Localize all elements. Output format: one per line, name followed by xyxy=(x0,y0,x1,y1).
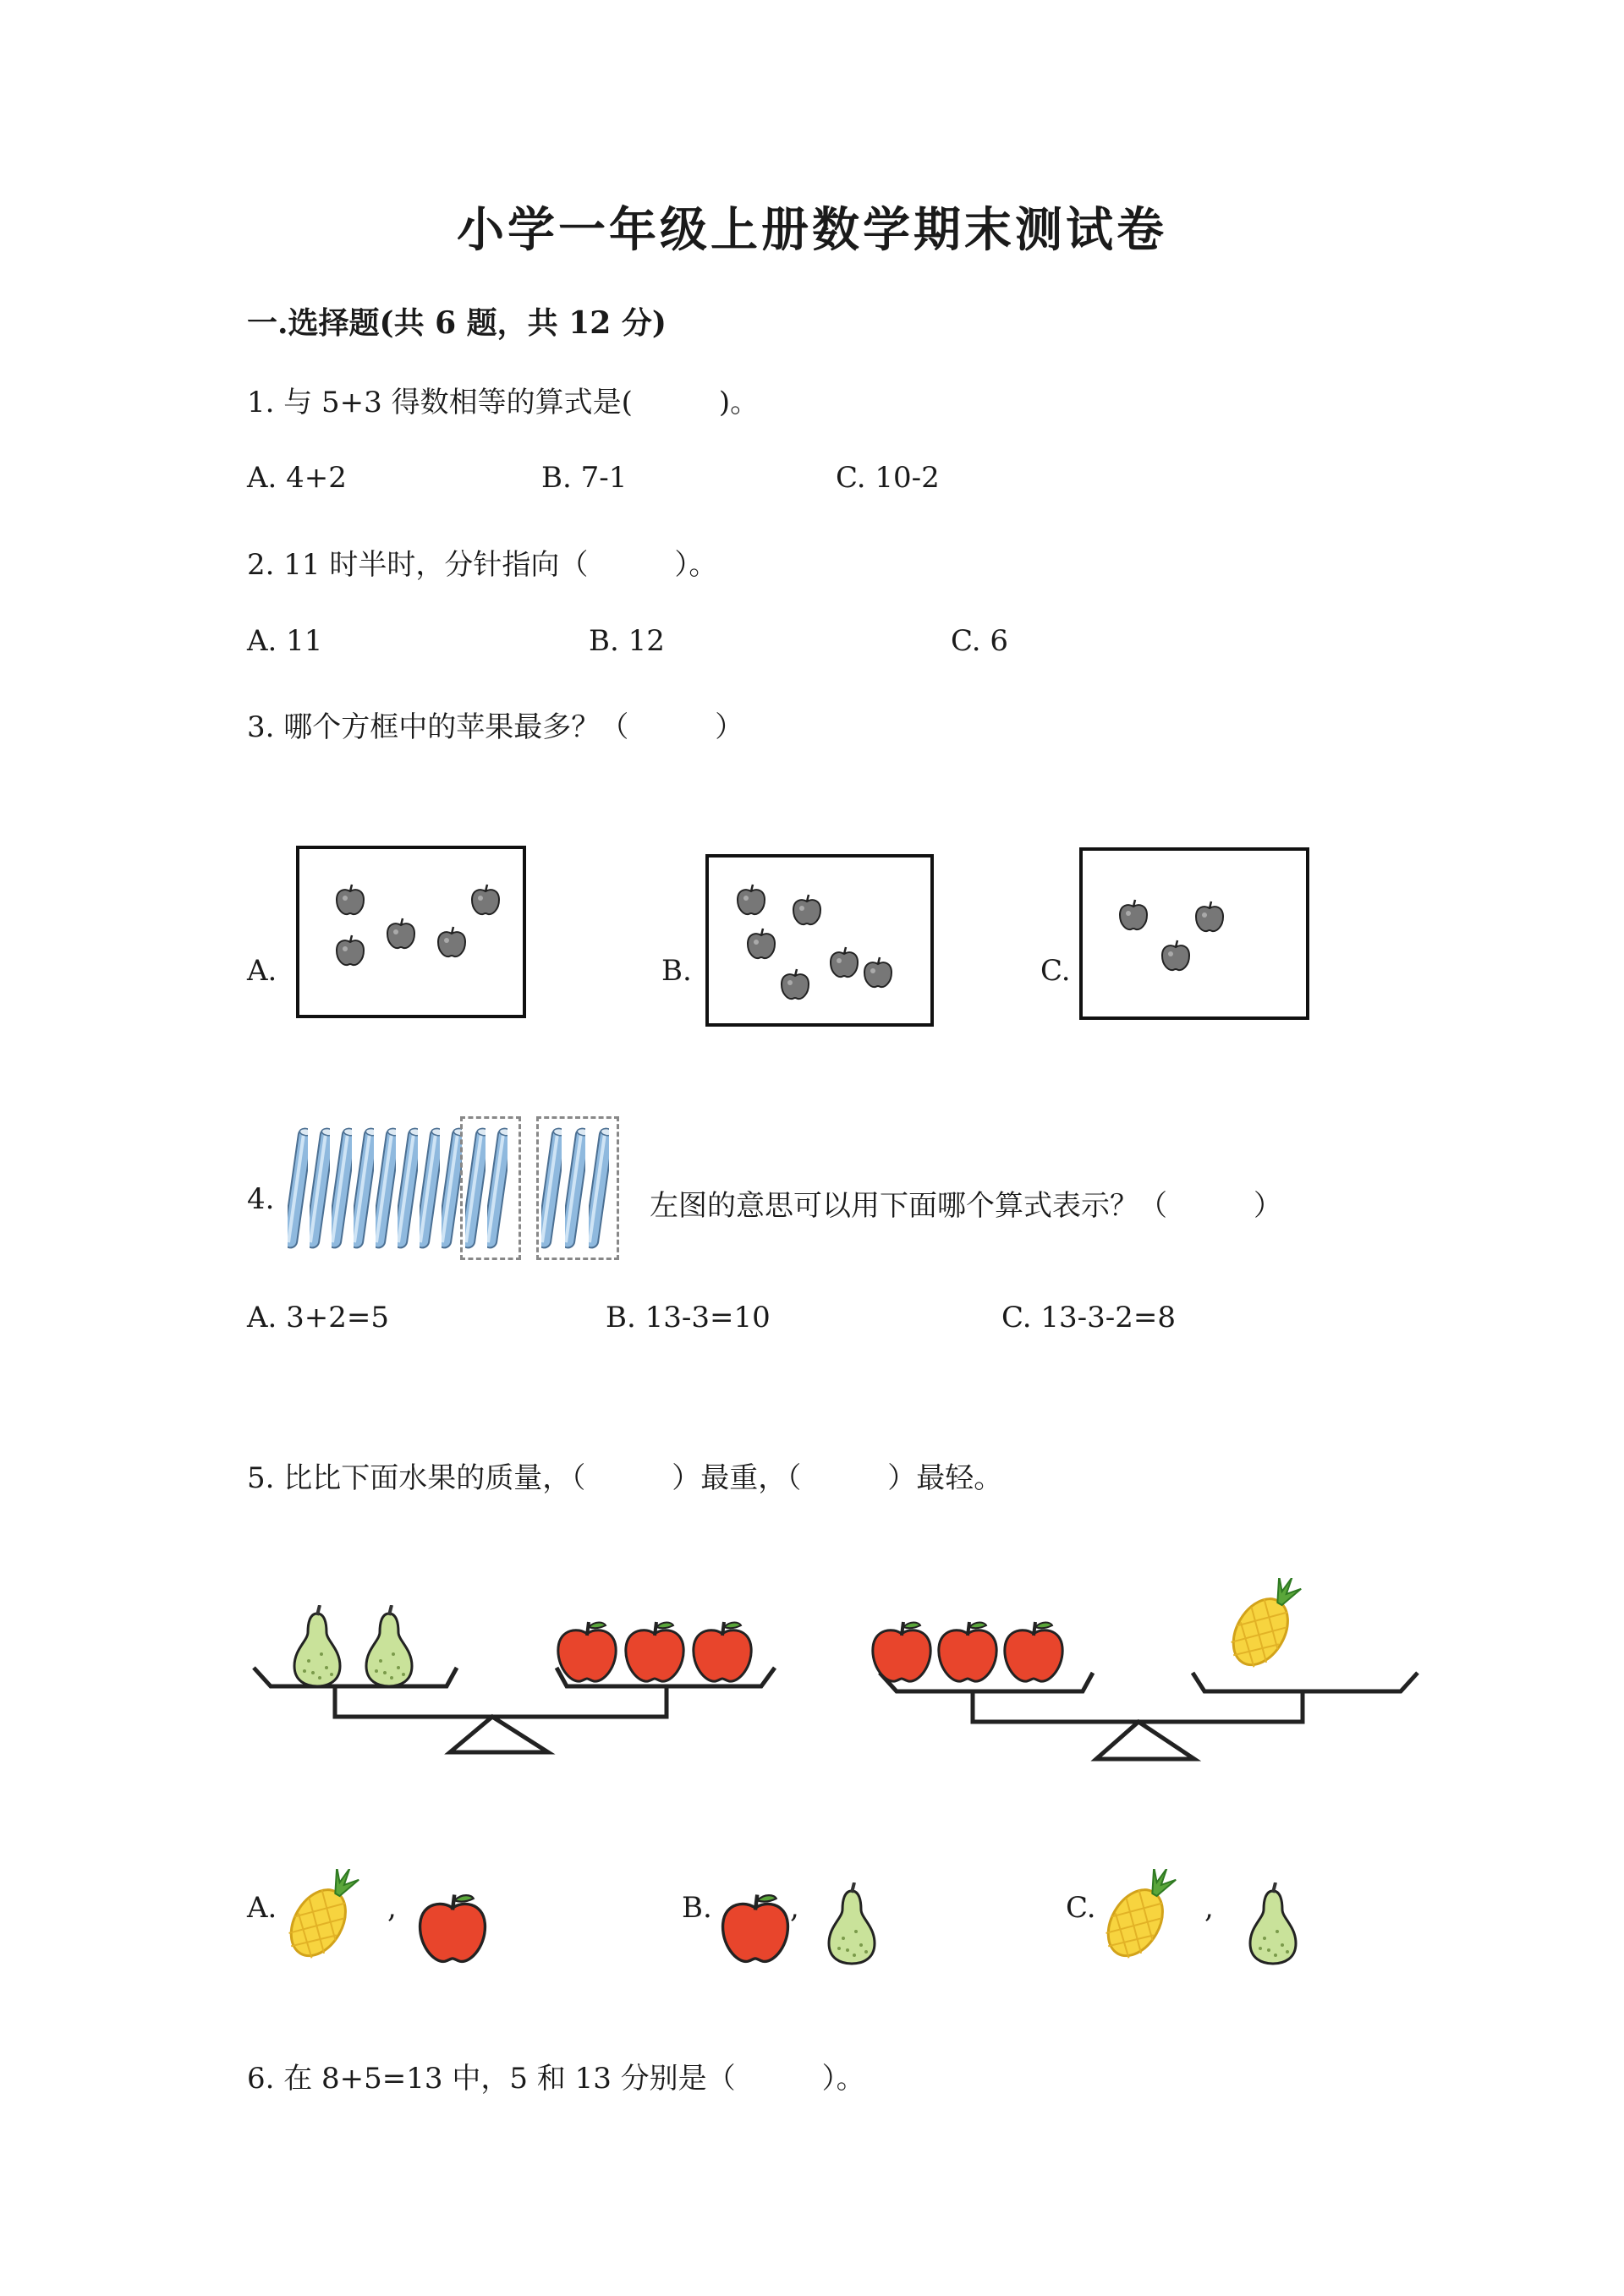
apple-icon xyxy=(1193,900,1226,934)
counting-stick-icon xyxy=(332,1125,352,1252)
pineapple-icon xyxy=(1096,1869,1198,1970)
pineapple-icon xyxy=(279,1869,381,1970)
counting-stick-icon xyxy=(487,1125,508,1252)
apple-icon xyxy=(333,934,367,967)
apple-icon xyxy=(790,893,824,927)
pineapple-icon xyxy=(1221,1578,1323,1680)
q4-option-c[interactable]: C. 13-3-2=8 xyxy=(1001,1301,1177,1334)
question-4-number: 4. xyxy=(247,1182,275,1216)
apple-icon xyxy=(333,883,367,917)
counting-stick-icon xyxy=(465,1125,486,1252)
counting-stick-icon xyxy=(442,1125,462,1252)
pear-icon xyxy=(359,1605,419,1690)
q2-option-b[interactable]: B. 12 xyxy=(589,624,665,658)
apple-icon xyxy=(414,1891,491,1967)
apple-box-b[interactable] xyxy=(705,854,934,1027)
pear-icon xyxy=(288,1605,347,1690)
counting-stick-icon xyxy=(310,1125,330,1252)
apple-icon xyxy=(934,1619,1001,1686)
counting-stick-icon xyxy=(288,1125,308,1252)
q5-option-c-separator: , xyxy=(1204,1891,1214,1925)
apple-icon xyxy=(868,1619,935,1686)
apple-icon xyxy=(553,1619,621,1686)
apple-icon xyxy=(384,917,418,951)
pear-icon xyxy=(1243,1882,1303,1967)
apple-box-a[interactable] xyxy=(296,846,526,1018)
apple-icon xyxy=(778,967,812,1001)
q1-option-b[interactable]: B. 7-1 xyxy=(541,461,628,495)
counting-stick-icon xyxy=(589,1125,609,1252)
question-3: 3. 哪个方框中的苹果最多？（ ） xyxy=(247,710,744,744)
q1-option-a[interactable]: A. 4+2 xyxy=(247,461,347,495)
q3-option-b[interactable]: B. xyxy=(661,954,692,988)
page-title: 小学一年级上册数学期末测试卷 xyxy=(457,202,1167,258)
counting-sticks-figure xyxy=(279,1116,643,1260)
question-4: 左图的意思可以用下面哪个算式表示？（ ） xyxy=(650,1189,1282,1223)
apple-icon xyxy=(744,927,778,961)
q5-option-c[interactable]: C. xyxy=(1066,1891,1096,1925)
apple-box-c[interactable] xyxy=(1079,847,1309,1020)
apple-icon xyxy=(734,883,768,917)
q5-option-a[interactable]: A. xyxy=(247,1891,277,1925)
counting-stick-icon xyxy=(354,1125,374,1252)
apple-icon xyxy=(717,1891,793,1967)
q3-option-c[interactable]: C. xyxy=(1040,954,1071,988)
q5-option-b[interactable]: B. xyxy=(682,1891,712,1925)
q3-option-a[interactable]: A. xyxy=(247,954,277,988)
counting-stick-icon xyxy=(541,1125,562,1252)
apple-icon xyxy=(435,925,469,959)
apple-icon xyxy=(1000,1619,1067,1686)
question-1: 1. 与 5+3 得数相等的算式是( )。 xyxy=(247,386,760,419)
pear-icon xyxy=(822,1882,881,1967)
question-2: 2. 11 时半时，分针指向（ ）。 xyxy=(247,548,718,582)
question-6: 6. 在 8+5=13 中，5 和 13 分别是（ ）。 xyxy=(247,2062,865,2096)
q1-option-c[interactable]: C. 10-2 xyxy=(836,461,940,495)
q5-option-b-separator: , xyxy=(790,1891,799,1925)
apple-icon xyxy=(1116,898,1150,932)
apple-icon xyxy=(621,1619,689,1686)
question-5: 5. 比比下面水果的质量，（ ）最重，（ ）最轻。 xyxy=(247,1461,1003,1495)
section-heading: 一.选择题(共 6 题，共 12 分) xyxy=(247,305,667,341)
counting-stick-icon xyxy=(420,1125,440,1252)
q4-option-a[interactable]: A. 3+2=5 xyxy=(247,1301,390,1334)
apple-icon xyxy=(469,883,502,917)
q2-option-c[interactable]: C. 6 xyxy=(951,624,1009,658)
q4-option-b[interactable]: B. 13-3=10 xyxy=(606,1301,771,1334)
apple-icon xyxy=(689,1619,756,1686)
apple-icon xyxy=(1159,939,1193,973)
q2-option-a[interactable]: A. 11 xyxy=(247,624,323,658)
counting-stick-icon xyxy=(376,1125,396,1252)
counting-stick-icon xyxy=(398,1125,418,1252)
apple-icon xyxy=(861,956,895,989)
counting-stick-icon xyxy=(565,1125,585,1252)
q5-option-a-separator: , xyxy=(387,1891,397,1925)
apple-icon xyxy=(827,945,861,979)
